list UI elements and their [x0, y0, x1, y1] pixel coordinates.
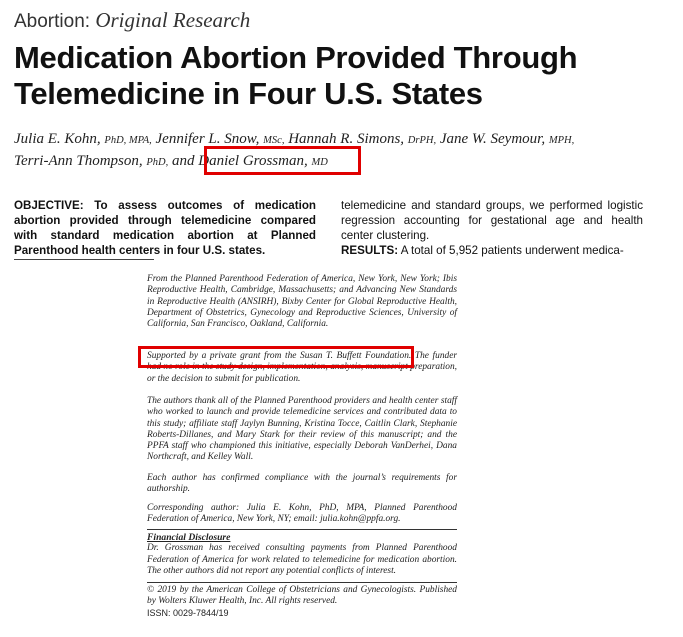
author-credentials: MPH,	[548, 135, 575, 146]
author-name: Hannah R. Simons,	[288, 131, 405, 147]
article-title: Medication Abortion Provided Through Telemedicine in Four U.S. States	[14, 40, 578, 111]
author-credentials: PhD,	[146, 157, 169, 168]
issn-text: ISSN: 0029-7844/19	[147, 607, 229, 618]
copyright-rule	[147, 582, 457, 583]
copyright-text: © 2019 by the American College of Obstetricians and Gynecologists. Published by Wolters Kluwer Health, Inc. All rights reserved.	[147, 585, 457, 607]
article-type: Original Research	[95, 8, 251, 32]
objective-text: To assess outcomes of medication abortion provided through telemedicine compared with standard medication abortion at Planned Parenthood health centers in four U.S. states.	[14, 199, 316, 257]
author-name: Terri-Ann Thompson,	[14, 153, 143, 169]
disclosure-text: Dr. Grossman has received consulting payments from Planned Parenthood Federation of America for work related to telemedicine for medication abortion. The other authors did not report any potential conflicts of interest.	[147, 543, 457, 576]
funding-grant-text: Supported by a private grant from the Susan T. Buffett Foundation.	[147, 351, 412, 361]
author-name: Jane W. Seymour,	[439, 131, 546, 147]
results-label: RESULTS:	[341, 244, 399, 257]
disclosure-heading: Financial Disclosure	[147, 532, 231, 543]
author-name: Jennifer L. Snow,	[155, 131, 260, 147]
results-text: A total of 5,952 patients underwent medica-	[400, 244, 624, 257]
author-credentials: PhD, MPA,	[104, 135, 152, 146]
methods-continued-text: telemedicine and standard groups, we performed logistic regression accounting for gestational age and health center clustering.	[341, 199, 643, 242]
author-list	[14, 129, 674, 173]
section-name: Abortion:	[14, 11, 91, 32]
author-connector: and	[172, 153, 195, 169]
author-credentials: DrPH,	[407, 135, 437, 146]
abstract-left-column	[14, 198, 316, 258]
footnote-acknowledgments: The authors thank all of the Planned Parenthood providers and health center staff who worked to launch and provide telemedicine services and contributed data to this study; affiliate staff Jaylyn Bunning, Kristina Tocce, Caitlin Clark, Stephanie Roberts-Dillanes, and Mary Stark for their review of this manuscript; and the PPFA staff who championed this initiative, especially Deborah VanDerhei, Dana Northcraft, and Kelley Wall.	[147, 396, 457, 463]
footnote-compliance: Each author has confirmed compliance with the journal’s requirements for authorship.	[147, 473, 457, 495]
funding-role-text: The funder had no role in the study design, implementation, analysis, manuscript preparation, or the decision to submit for publication.	[147, 351, 458, 384]
footnote-copyright	[147, 585, 457, 619]
footnote-funding	[147, 351, 457, 385]
objective-label: OBJECTIVE:	[14, 199, 84, 212]
section-label	[14, 8, 250, 33]
footnote-affiliations: From the Planned Parenthood Federation of America, New York, New York; Ibis Reproductive Health, Cambridge, Massachusetts; and Advancing New Standards in Reproductive Health (ANSIRH), Bixby Center for Global Reproductive Health, Department of Obstetrics, Gynecology and Reproductive Sciences, University of California, San Francisco, Oakland, California.	[147, 274, 457, 330]
footnote-financial-disclosure	[147, 532, 457, 577]
disclosure-rule	[147, 529, 457, 530]
author-name-highlighted: Daniel Grossman,	[198, 153, 308, 169]
author-credentials: MD	[311, 157, 328, 168]
author-credentials: MSc,	[263, 135, 285, 146]
abstract-right-column	[341, 198, 643, 258]
author-name: Julia E. Kohn,	[14, 131, 101, 147]
column-divider-rule	[14, 259, 154, 260]
footnote-corresponding-author: Corresponding author: Julia E. Kohn, PhD, MPA, Planned Parenthood Federation of America, New York, NY; email: julia.kohn@ppfa.org.	[147, 503, 457, 525]
